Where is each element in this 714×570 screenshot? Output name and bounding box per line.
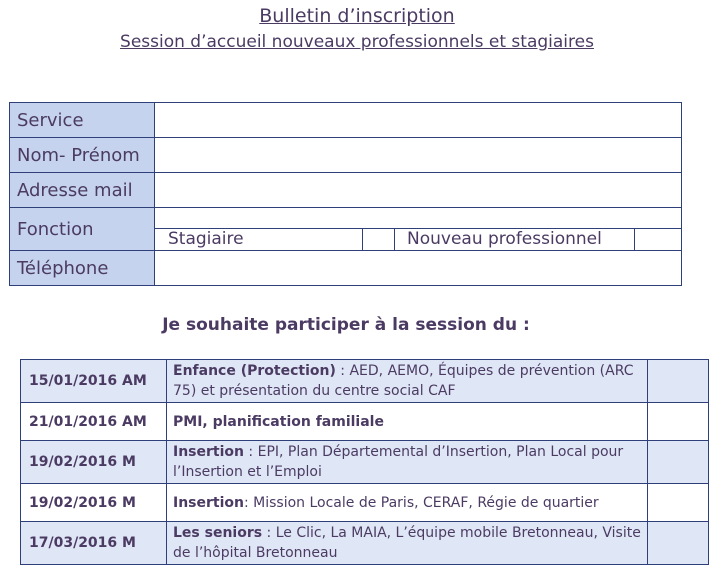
option-stagiaire-label: Stagiaire [155, 229, 363, 250]
session-topic: PMI, planification familiale [173, 413, 384, 430]
function-field [155, 208, 682, 251]
phone-row [10, 251, 682, 286]
name-field[interactable] [155, 138, 682, 173]
session-row [21, 403, 709, 441]
session-details: : Le Clic, La MAIA, L’équipe mobile Bretonneau, Visite de l’hôpital Bretonneau [173, 525, 641, 561]
session-details: : AED, AEMO, Équipes de prévention (ARC 75) et présentation du centre social CAF [173, 363, 634, 399]
session-description [167, 522, 648, 565]
session-date: 19/02/2016 M [21, 484, 167, 522]
session-topic: Insertion [173, 494, 244, 511]
session-topic: Insertion [173, 444, 244, 460]
option-nouveau-checkbox[interactable] [635, 229, 681, 250]
session-checkbox[interactable] [648, 441, 709, 484]
session-row [21, 522, 709, 565]
session-topic: Les seniors [173, 525, 263, 541]
option-nouveau-label: Nouveau professionnel [395, 229, 635, 250]
phone-label: Téléphone [10, 251, 155, 286]
session-checkbox[interactable] [648, 360, 709, 403]
form-title: Bulletin d’inscription [259, 5, 455, 27]
session-details: : Mission Locale de Paris, CERAF, Régie de quartier [243, 494, 599, 511]
session-date: 21/01/2016 AM [21, 403, 167, 441]
email-field[interactable] [155, 173, 682, 208]
sessions-table [20, 359, 709, 565]
session-description [167, 484, 648, 522]
option-stagiaire-checkbox[interactable] [363, 229, 395, 250]
session-date: 19/02/2016 M [21, 441, 167, 484]
session-checkbox[interactable] [648, 484, 709, 522]
session-row [21, 441, 709, 484]
session-checkbox[interactable] [648, 522, 709, 565]
form-subtitle: Session d’accueil nouveaux professionnels et stagiaires [120, 32, 594, 52]
service-row [10, 103, 682, 138]
function-row [10, 208, 682, 251]
session-date: 15/01/2016 AM [21, 360, 167, 403]
session-row [21, 484, 709, 522]
session-description [167, 360, 648, 403]
session-details: : EPI, Plan Départemental d’Insertion, Plan Local pour l’Insertion et l’Emploi [173, 444, 624, 480]
name-row [10, 138, 682, 173]
name-label: Nom- Prénom [10, 138, 155, 173]
service-label: Service [10, 103, 155, 138]
function-label: Fonction [10, 208, 155, 251]
session-row [21, 360, 709, 403]
session-checkbox[interactable] [648, 403, 709, 441]
email-label: Adresse mail [10, 173, 155, 208]
email-row [10, 173, 682, 208]
phone-field[interactable] [155, 251, 682, 286]
session-topic: Enfance (Protection) [173, 363, 336, 379]
sessions-heading: Je souhaite participer à la session du : [162, 315, 530, 335]
function-field-top[interactable] [155, 208, 681, 229]
function-options [155, 229, 681, 250]
session-description [167, 441, 648, 484]
session-description [167, 403, 648, 441]
registration-form-table [9, 102, 682, 286]
service-field[interactable] [155, 103, 682, 138]
session-date: 17/03/2016 M [21, 522, 167, 565]
